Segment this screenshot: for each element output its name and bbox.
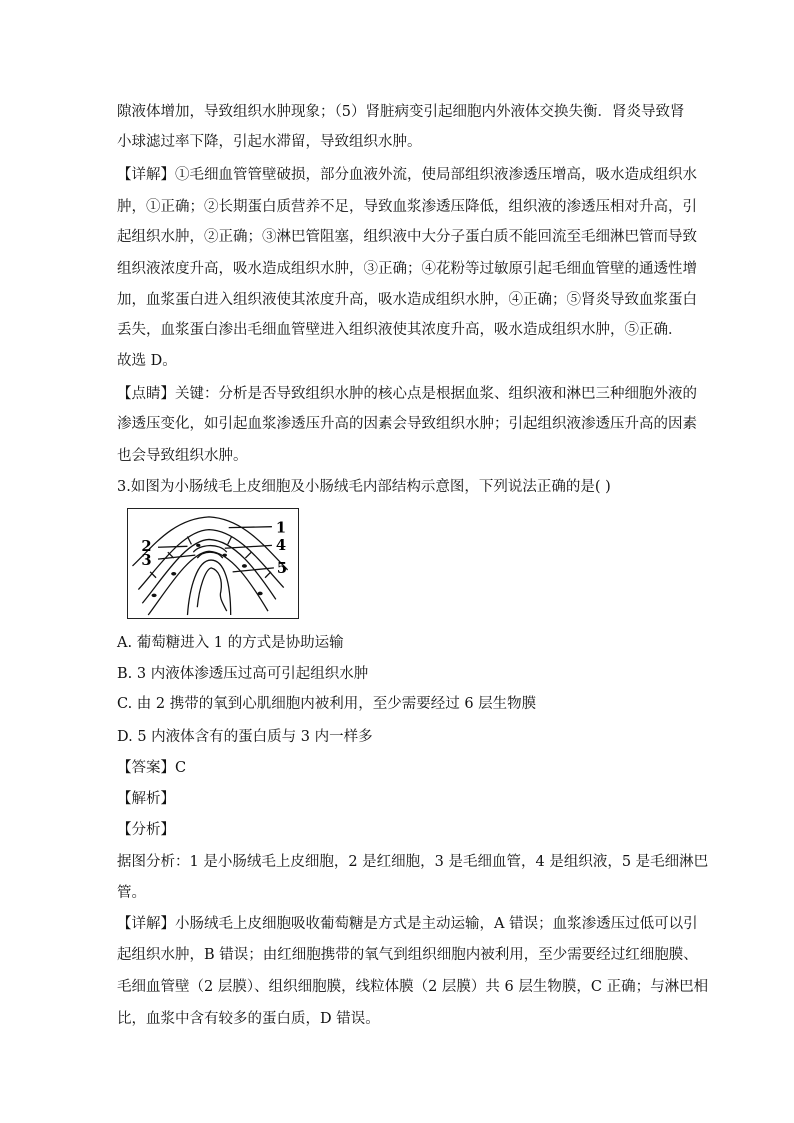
text-line: 隙液体增加，导致组织水肿现象；（5）肾脏病变引起细胞内外液体交换失衡．肾炎导致肾 — [117, 104, 685, 120]
option-b: B. 3 内液体渗透压过高可引起组织水肿 — [117, 666, 369, 682]
text-line: 组织液浓度升高，吸水造成组织水肿，③正确；④花粉等过敏原引起毛细血管壁的通透性增 — [117, 261, 697, 277]
label-2: 2 — [141, 538, 152, 556]
question-stem: 3.如图为小肠绒毛上皮细胞及小肠绒毛内部结构示意图，下列说法正确的是( ) — [117, 479, 611, 495]
text-line: 比，血浆中含有较多的蛋白质，D 错误。 — [117, 1011, 380, 1027]
text-line: 也会导致组织水肿。 — [117, 448, 248, 464]
epithelium-outer — [132, 517, 287, 570]
text-line: 渗透压变化，如引起血浆渗透压升高的因素会导致组织水肿；引起组织液渗透压升高的因素 — [117, 416, 697, 432]
text-line: 【详解】①毛细血管管壁破损，部分血液外流，使局部组织液渗透压增高，吸水造成组织水 — [117, 167, 697, 183]
label-4: 4 — [275, 537, 287, 555]
text-line: 据图分析：1 是小肠绒毛上皮细胞，2 是红细胞，3 是毛细血管，4 是组织液，5 是毛细淋巴 — [117, 854, 709, 870]
villus-diagram-svg — [128, 509, 298, 618]
text-line: 加，血浆蛋白进入组织液使其浓度升高，吸水造成组织水肿，④正确；⑤肾炎导致血浆蛋白 — [117, 292, 697, 308]
text-line: 小球滤过率下降，引起水滞留，导致组织水肿。 — [117, 134, 422, 150]
option-a: A. 葡萄糖进入 1 的方式是协助运输 — [117, 635, 344, 651]
label-5: 5 — [276, 559, 288, 577]
text-line: 起组织水肿，②正确；③淋巴管阻塞，组织液中大分子蛋白质不能回流至毛细淋巴管而导致 — [117, 229, 697, 245]
text-line: 【点睛】关键：分析是否导致组织水肿的核心点是根据血浆、组织液和淋巴三种细胞外液的 — [117, 386, 697, 402]
label-1: 1 — [275, 519, 287, 537]
label-3: 3 — [141, 551, 152, 569]
option-d: D. 5 内液体含有的蛋白质与 3 内一样多 — [117, 729, 373, 745]
capillary-outer — [142, 539, 276, 603]
text-line: 【详解】小肠绒毛上皮细胞吸收葡萄糖是方式是主动运输，A 错误；血浆渗透压过低可以引 — [117, 916, 698, 932]
text-line: 故选 D。 — [117, 353, 177, 369]
text-line: 管。 — [117, 885, 146, 901]
text-line: 肿，①正确；②长期蛋白质营养不足，导致血浆渗透压降低，组织液的渗透压相对升高，引 — [117, 199, 697, 215]
analysis-heading: 【解析】 — [117, 791, 175, 807]
analysis-subheading: 【分析】 — [117, 822, 175, 838]
villus-diagram — [127, 508, 299, 619]
text-line: 起组织水肿，B 错误；由红细胞携带的氧气到组织细胞内被利用，至少需要经过红细胞膜、 — [117, 947, 698, 963]
text-line: 毛细血管壁（2 层膜）、组织细胞膜，线粒体膜（2 层膜）共 6 层生物膜，C 正确；与淋巴相 — [117, 979, 709, 995]
option-c: C. 由 2 携带的氧到心肌细胞内被利用，至少需要经过 6 层生物膜 — [117, 696, 537, 712]
text-line: 丢失，血浆蛋白渗出毛细血管壁进入组织液使其浓度升高，吸水造成组织水肿，⑤正确． — [117, 322, 683, 338]
answer: 【答案】C — [117, 760, 187, 776]
